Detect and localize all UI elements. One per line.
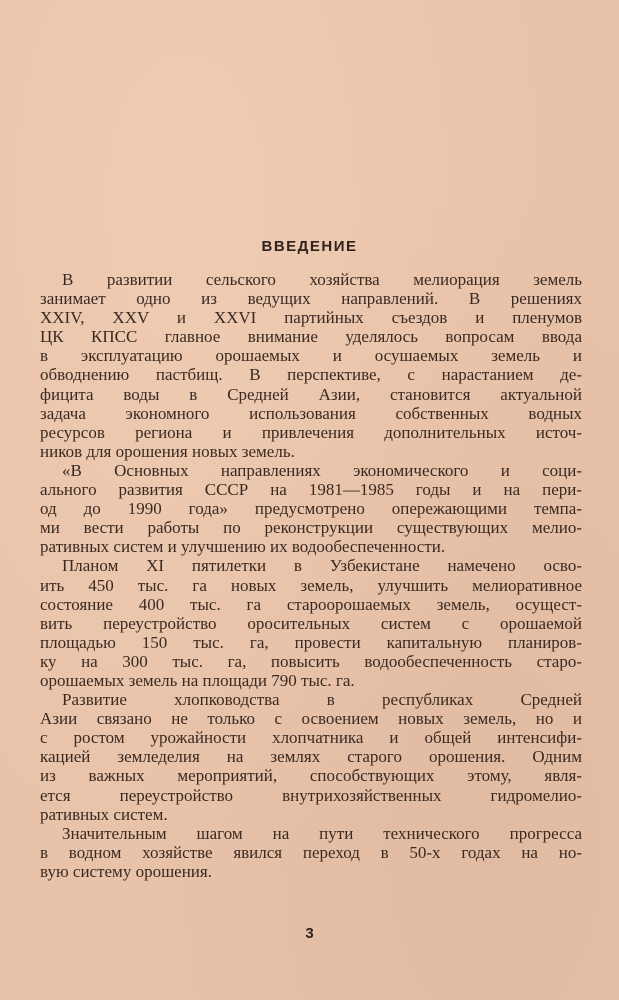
text-line: занимает одно из ведущих направлений. В решениях: [40, 289, 582, 309]
text-line: ративных систем.: [40, 804, 168, 824]
text-line: В развитии сельского хозяйства мелиорация земель: [62, 270, 582, 289]
text-line: «В Основных направлениях экономического и соци-: [62, 460, 582, 480]
text-line: ресурсов региона и привлечения дополнительных источ-: [40, 422, 582, 442]
paragraph: [40, 461, 582, 556]
text-line: ми вести работы по реконструкции существующих мелио-: [40, 518, 582, 538]
text-line: од до 1990 года» предусмотрено опережающими темпа-: [40, 499, 582, 519]
text-line: орошаемых земель на площади 790 тыс. га.: [40, 670, 355, 690]
text-line: состояние 400 тыс. га староорошаемых земель, осущест-: [40, 594, 582, 614]
text-line: XXIV, XXV и XXVI партийных съездов и пленумов: [40, 308, 582, 328]
text-line: Значительным шагом на пути технического прогресса: [62, 823, 582, 843]
body-text: [40, 270, 582, 881]
text-line: с ростом урожайности хлопчатника и общей интенсифи-: [40, 728, 582, 748]
section-heading: ВВЕДЕНИЕ: [261, 238, 358, 255]
text-line: кацией земледелия на землях старого орошения. Одним: [40, 747, 582, 767]
text-line: обводнению пастбищ. В перспективе, с нарастанием де-: [40, 365, 582, 385]
text-line: задача экономного использования собственных водных: [40, 403, 582, 423]
text-line: ративных систем и улучшению их водообеспеченности.: [40, 537, 446, 557]
paragraph: [40, 824, 582, 881]
text-line: ников для орошения новых земель.: [40, 441, 295, 461]
text-line: площадью 150 тыс. га, провести капитальную планиров-: [40, 632, 582, 652]
text-line: в эксплуатацию орошаемых и осушаемых земель и: [40, 346, 582, 366]
text-line: в водном хозяйстве явился переход в 50-х годах на но-: [40, 842, 582, 862]
text-line: ку на 300 тыс. га, повысить водообеспеченность старо-: [40, 651, 582, 671]
paragraph: [40, 690, 582, 824]
paragraph: [40, 556, 582, 690]
text-line: вить переустройство оросительных систем с орошаемой: [40, 613, 582, 633]
text-line: Планом XI пятилетки в Узбекистане намечено осво-: [62, 556, 582, 576]
text-line: ального развития СССР на 1981—1985 годы и на пери-: [40, 480, 582, 500]
text-line: фицита воды в Средней Азии, становится актуальной: [40, 384, 582, 404]
text-line: ить 450 тыс. га новых земель, улучшить мелиоративное: [40, 575, 582, 595]
text-line: ЦК КПСС главное внимание уделялось вопросам ввода: [40, 327, 582, 347]
text-line: Азии связано не только с освоением новых земель, но и: [40, 709, 582, 729]
paragraph: [40, 270, 582, 461]
page-number: 3: [305, 925, 314, 942]
text-line: ется переустройство внутрихозяйственных гидромелио-: [40, 785, 582, 805]
text-line: из важных мероприятий, способствующих этому, явля-: [40, 766, 582, 786]
text-line: вую систему орошения.: [40, 861, 212, 881]
text-line: Развитие хлопководства в республиках Средней: [62, 690, 582, 710]
